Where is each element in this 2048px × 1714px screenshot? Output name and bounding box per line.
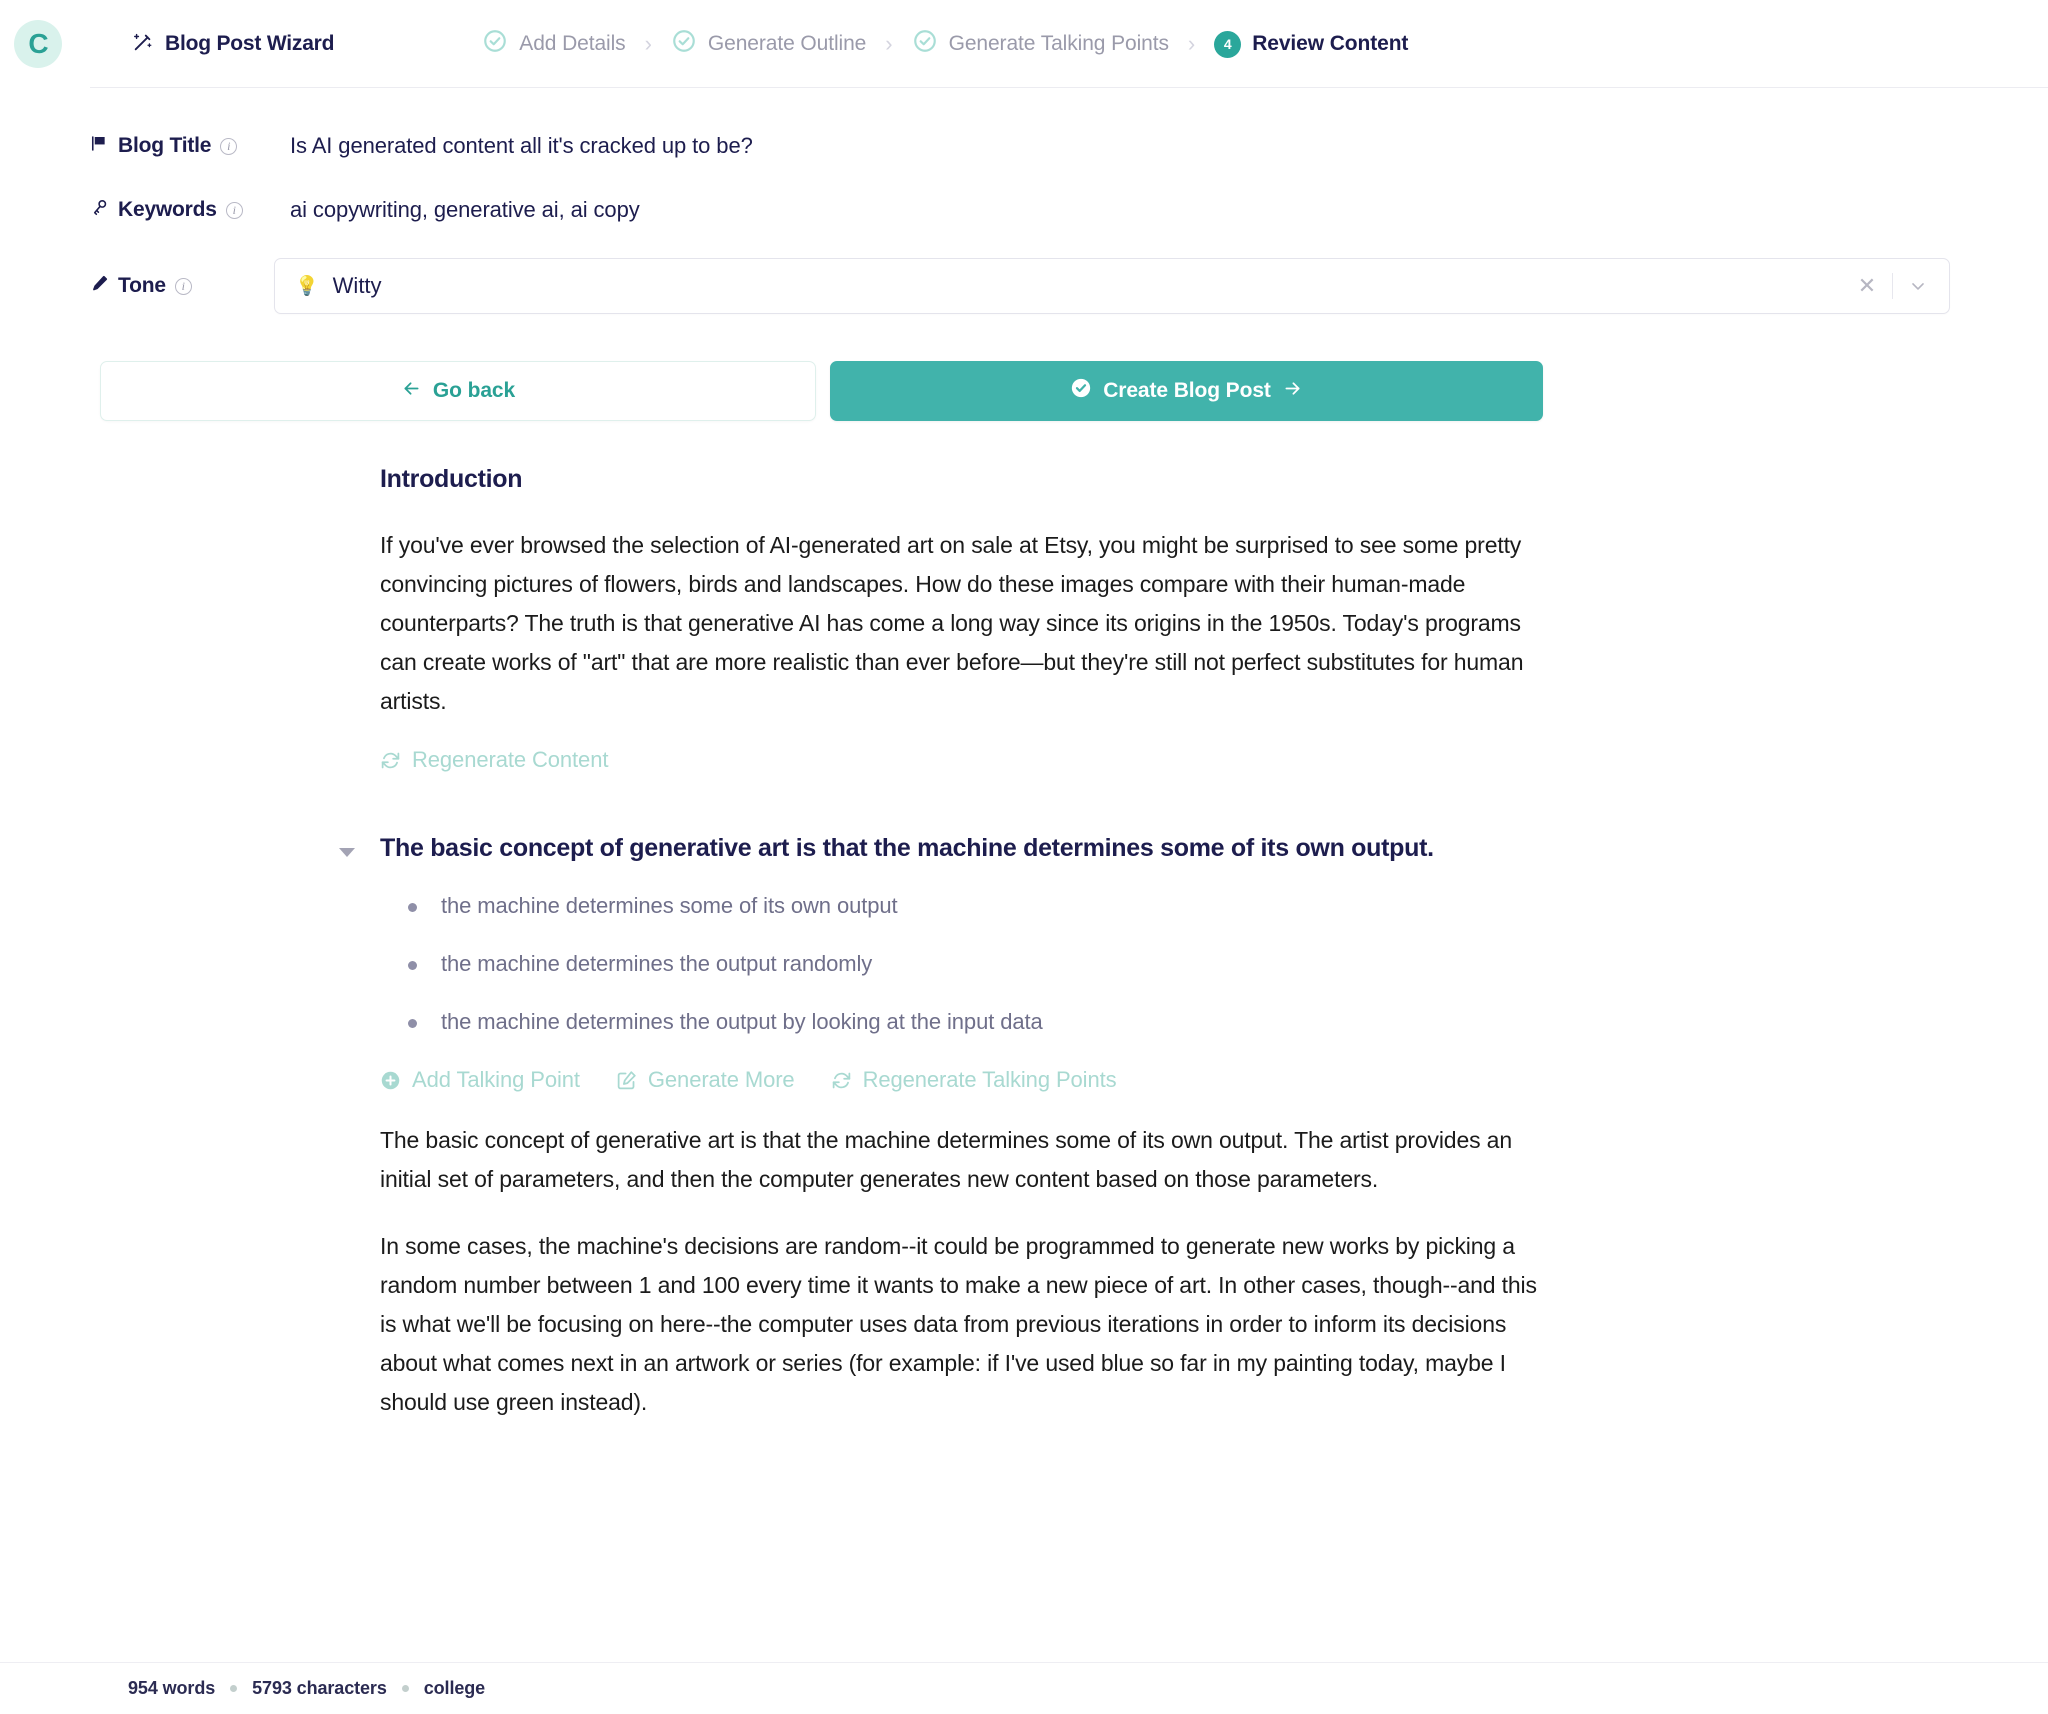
check-circle-icon <box>671 28 697 60</box>
check-circle-icon <box>912 28 938 60</box>
blog-title-label-group <box>90 134 290 158</box>
section-paragraph[interactable]: In some cases, the machine's decisions are random--it could be programmed to generate new works by picking a random number between 1 and 100 every time it wants to make a new piece of art. In other cases, though--and this is what we'll be focusing on here--the computer uses data from previous iterations in order to inform its decisions about what comes next in an artwork or series (for example: if I've used blue so far in my painting today, maybe I should use green instead). <box>380 1233 1537 1415</box>
step-separator: › <box>1187 31 1196 56</box>
tone-select-controls <box>1850 273 1935 299</box>
step-generate-talking-points[interactable] <box>912 28 1169 60</box>
info-icon[interactable]: i <box>220 138 237 155</box>
wizard-form <box>0 88 2048 318</box>
step-separator: › <box>644 31 652 56</box>
list-item[interactable]: the machine determines the output by looking at the input data <box>408 1009 1748 1035</box>
select-divider <box>1892 273 1893 299</box>
plus-circle-icon <box>380 1070 401 1091</box>
magic-wand-icon <box>132 31 154 58</box>
top-bar <box>0 0 2048 88</box>
step-add-details[interactable] <box>482 28 625 60</box>
wizard-actions <box>0 361 2048 421</box>
character-count: 5793 characters <box>252 1678 387 1698</box>
introduction-heading: Introduction <box>380 465 523 493</box>
key-icon <box>90 198 109 222</box>
add-talking-point-label: Add Talking Point <box>412 1067 580 1092</box>
regenerate-content-label: Regenerate Content <box>412 747 609 772</box>
tone-selected-value: Witty <box>332 273 382 298</box>
blog-title-value[interactable]: Is AI generated content all it's cracked up to be? <box>290 133 753 158</box>
create-blog-post-label: Create Blog Post <box>1103 379 1271 402</box>
status-separator-dot <box>230 1685 237 1692</box>
keywords-value[interactable]: ai copywriting, generative ai, ai copy <box>290 197 640 222</box>
status-separator-dot <box>402 1685 409 1692</box>
tone-label-group <box>90 274 290 298</box>
go-back-button[interactable] <box>100 361 816 421</box>
create-blog-post-button[interactable] <box>830 361 1543 421</box>
pen-icon <box>90 274 109 298</box>
keywords-row <box>90 178 2048 242</box>
list-item[interactable]: the machine determines some of its own output <box>408 893 1748 919</box>
info-icon[interactable]: i <box>175 278 192 295</box>
tone-selected-value-group <box>295 273 1850 299</box>
step-number-badge: 4 <box>1214 31 1241 58</box>
regenerate-content-button[interactable] <box>380 747 608 773</box>
word-count: 954 words <box>128 1678 216 1698</box>
tone-label: Tone <box>118 274 166 297</box>
status-bar <box>0 1662 2048 1714</box>
wizard-stepper <box>482 28 1408 60</box>
brand-avatar[interactable]: C <box>14 20 62 68</box>
wizard-title-label: Blog Post Wizard <box>165 32 335 55</box>
flag-icon <box>90 134 109 158</box>
go-back-label: Go back <box>432 379 516 402</box>
info-icon[interactable]: i <box>226 202 243 219</box>
talking-points-section <box>380 825 1748 1422</box>
introduction-paragraph[interactable]: If you've ever browsed the selection of AI-generated art on sale at Etsy, you might be surprised to see some pretty convincing pictures of flowers, birds and landscapes. How do these images compare with their human-made counterparts? The truth is that generative AI has come a long way since its origins in the 1950s. Today's programs can create works of "art" that are more realistic than ever before—but they're still not perfect substitutes for human artists. <box>380 532 1524 714</box>
caret-down-icon[interactable] <box>339 848 355 857</box>
reading-level: college <box>423 1678 486 1698</box>
refresh-icon <box>380 750 401 771</box>
check-circle-icon <box>482 28 508 60</box>
refresh-icon <box>831 1070 852 1091</box>
generate-more-label: Generate More <box>647 1067 795 1092</box>
regenerate-talking-points-label: Regenerate Talking Points <box>862 1067 1117 1092</box>
step-generate-outline[interactable] <box>671 28 866 60</box>
lightbulb-icon: 💡 <box>295 276 319 297</box>
content-area <box>0 465 2048 1422</box>
keywords-label: Keywords <box>118 198 217 221</box>
introduction-actions <box>380 747 1748 773</box>
tone-select[interactable] <box>274 258 1950 314</box>
section-body <box>380 1121 1748 1422</box>
list-item[interactable]: the machine determines the output randomly <box>408 951 1748 977</box>
check-circle-filled-icon <box>1070 377 1092 405</box>
step-label: Review Content <box>1252 32 1409 55</box>
edit-square-icon <box>616 1070 637 1091</box>
blog-title-label: Blog Title <box>118 134 212 157</box>
step-review-content[interactable] <box>1214 31 1408 58</box>
chevron-down-icon[interactable] <box>1901 276 1935 296</box>
step-label: Generate Talking Points <box>948 32 1169 55</box>
keywords-label-group <box>90 198 290 222</box>
blog-title-row <box>90 114 2048 178</box>
step-separator: › <box>885 31 893 56</box>
talking-points-actions <box>380 1067 1748 1093</box>
talking-points-list <box>380 893 1748 1035</box>
regenerate-talking-points-button[interactable] <box>831 1067 1117 1093</box>
step-label: Generate Outline <box>707 32 867 55</box>
section-paragraph[interactable]: The basic concept of generative art is that the machine determines some of its own output. The artist provides an initial set of parameters, and then the computer generates new content based on those parameters. <box>380 1127 1512 1192</box>
step-label: Add Details <box>519 32 626 55</box>
generate-more-button[interactable] <box>616 1067 795 1093</box>
arrow-left-icon <box>401 378 422 405</box>
arrow-right-icon <box>1282 378 1303 405</box>
section-title: The basic concept of generative art is that the machine determines some of its own output. <box>380 834 1434 862</box>
add-talking-point-button[interactable] <box>380 1067 580 1093</box>
tone-row <box>90 254 2048 318</box>
close-icon[interactable]: ✕ <box>1857 273 1877 298</box>
wizard-title <box>132 31 334 58</box>
